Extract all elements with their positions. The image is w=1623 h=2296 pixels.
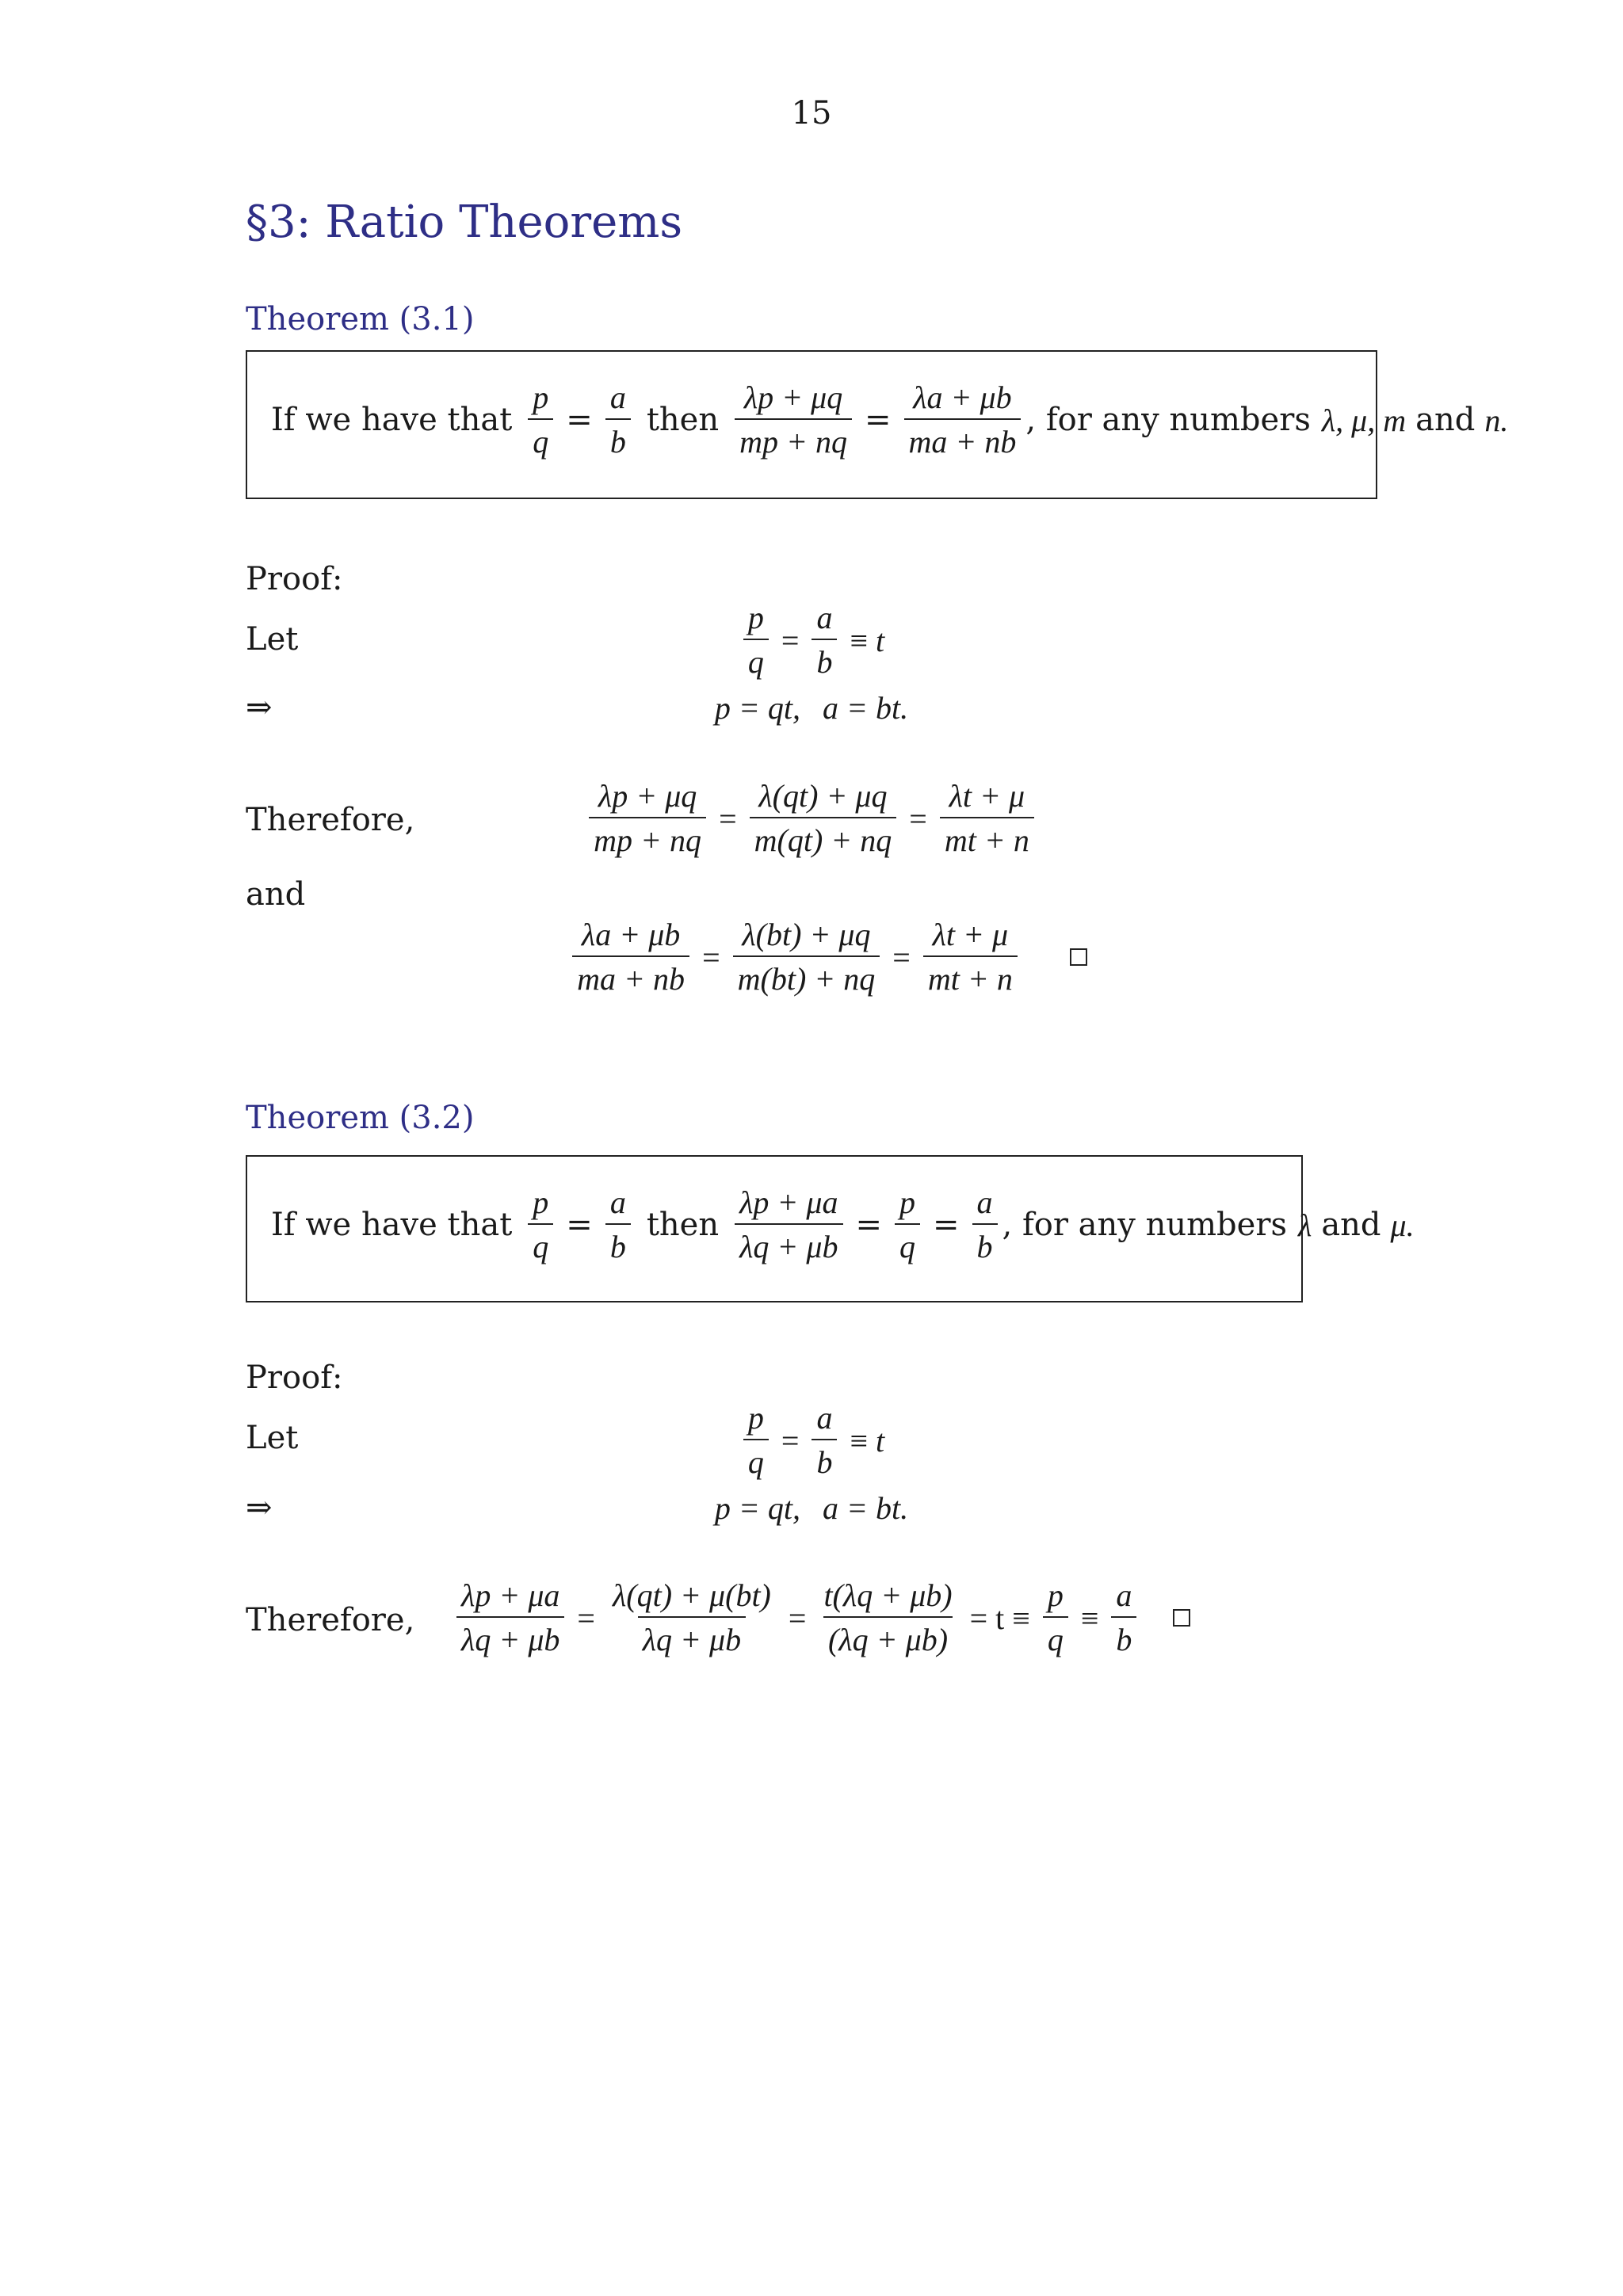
proof-label-1: Proof: — [246, 561, 343, 597]
statement-suffix: , for any numbers — [1025, 402, 1311, 438]
statement-prefix: If we have that — [271, 402, 513, 438]
substitution-2: p = qt, a = bt. — [714, 1490, 909, 1526]
fraction-a-over-b: $\frac{a}{b}$ — [605, 382, 631, 458]
theorem-3-1-statement: If we have that $\frac{p}{q}$ = $\frac{a}{b}$ then $\frac{\lambda p + \mu q}{mp + nq}$ = $\frac{\lambda a + \mu b}{ma + nb}$ , for any numbers λ, μ, m and n. — [271, 379, 1509, 460]
then-word: then — [646, 402, 720, 438]
let-label-2: Let — [246, 1420, 299, 1456]
theorem-3-1-box — [246, 350, 1509, 499]
qed-square-1 — [1070, 948, 1087, 966]
qed-square-2 — [1173, 1609, 1190, 1627]
substitution-1: p = qt, a = bt. — [714, 690, 909, 726]
section-title: §3: Ratio Theorems — [246, 196, 683, 248]
fraction-p-over-q: $\frac{p}{q}$ — [528, 382, 553, 458]
derivation-3: $\frac{\lambda p + \mu a}{\lambda q + \mu b}$ = $\frac{\lambda(qt) + \mu(bt)}{\lambda q + \mu b}$ = $\frac{t(\lambda q + \mu b)}{(\lambda q + \mu b)}$ = t ≡ $\frac{p}{q}$ ≡ $\frac{a}{b}$ — [452, 1580, 1190, 1656]
theorem-3-2-title: Theorem (3.2) — [246, 1100, 475, 1136]
let-equation-2: $\frac{p}{q}$ = $\frac{a}{b}$ ≡ t — [0, 1402, 1623, 1478]
theorem-3-2-statement: If we have that $\frac{p}{q}$ = $\frac{a}{b}$ then $\frac{\lambda p + \mu a}{\lambda q + \mu b}$ = $\frac{p}{q}$ = $\frac{a}{b}$ , for any numbers λ and μ. — [271, 1184, 1415, 1264]
and-word: and — [1321, 1207, 1381, 1243]
implies-arrow-1: ⇒ — [246, 689, 273, 726]
implies-arrow-2: ⇒ — [246, 1489, 273, 1526]
last-variable: n. — [1484, 402, 1509, 438]
and-word: and — [1415, 402, 1476, 438]
therefore-label-1: Therefore, — [246, 802, 415, 838]
theorem-3-2-box — [246, 1155, 1415, 1302]
fraction-lp-mq-over-mp-nq: $\frac{\lambda p + \mu q}{mp + nq}$ — [735, 382, 852, 458]
then-word: then — [646, 1207, 720, 1243]
variable-lambda: λ — [1297, 1207, 1312, 1243]
page-number: 15 — [791, 95, 832, 132]
derivation-2: $\frac{\lambda a + \mu b}{ma + nb}$ = $\frac{\lambda(bt) + \mu q}{m(bt) + nq}$ = $\frac{\lambda t + \mu}{mt + n}$ — [0, 919, 1623, 995]
let-equation-1: $\frac{p}{q}$ = $\frac{a}{b}$ ≡ t — [0, 602, 1623, 678]
derivation-1: $\frac{\lambda p + \mu q}{mp + nq}$ = $\frac{\lambda(qt) + \mu q}{m(qt) + nq}$ = $\frac{\lambda t + \mu}{mt + n}$ — [0, 780, 1623, 856]
variables: λ, μ, m — [1321, 402, 1407, 438]
variable-mu: μ. — [1390, 1207, 1415, 1243]
proof-label-2: Proof: — [246, 1360, 343, 1396]
and-label-1: and — [246, 876, 306, 913]
therefore-label-2: Therefore, — [246, 1602, 415, 1638]
statement-suffix: , for any numbers — [1002, 1207, 1287, 1243]
theorem-3-1-title: Theorem (3.1) — [246, 301, 475, 338]
statement-prefix: If we have that — [271, 1207, 513, 1243]
fraction-la-mb-over-ma-nb: $\frac{\lambda a + \mu b}{ma + nb}$ — [904, 382, 1022, 458]
let-label-1: Let — [246, 621, 299, 658]
